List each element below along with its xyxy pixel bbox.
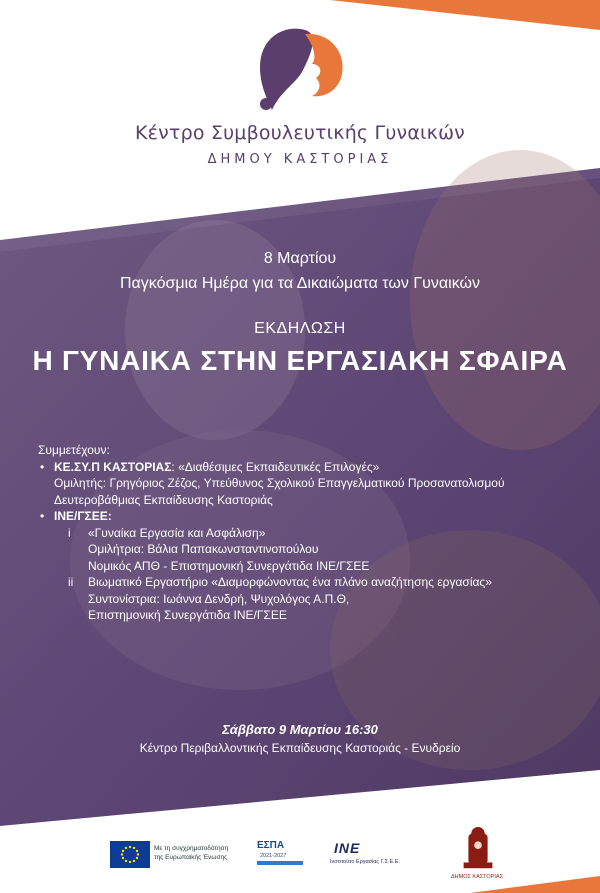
participant-2-org: ΙΝΕ/ΓΣΕΕ: xyxy=(54,509,112,523)
footer-logos xyxy=(0,810,600,893)
session-1-role: Νομικός ΑΠΘ - Επιστημονική Συνεργάτιδα ΙΝΕ/ΓΣΕΕ xyxy=(88,558,370,573)
org-subtitle: ΔΗΜΟΥ ΚΑΣΤΟΡΙΑΣ xyxy=(207,152,393,167)
espa-logo xyxy=(257,840,305,870)
participant-2 xyxy=(38,508,578,525)
program-list xyxy=(38,442,578,624)
ine-name: Ινστιτούτο Εργασίας Γ.Σ.Ε.Ε. xyxy=(330,859,400,865)
municipality-name: ΔΗΜΟΣ ΚΑΣΤΟΡΙΑΣ xyxy=(451,874,503,880)
espa-years: 2021-2027 xyxy=(260,853,287,859)
event-title: Η ΓΥΝΑΙΚΑ ΣΤΗΝ ΕΡΓΑΣΙΑΚΗ ΣΦΑΙΡΑ xyxy=(32,345,568,376)
event-datetime: Σάββατο 9 Μαρτίου 16:30 xyxy=(222,722,378,737)
session-2-speaker: Συντονίστρια: Ιωάννα Δενδρή, Ψυχολόγος Α.Π.Θ, xyxy=(88,591,350,606)
espa-bar xyxy=(257,861,303,865)
ine-logo xyxy=(330,840,410,870)
municipality-emblem-icon xyxy=(455,826,501,874)
eu-cofunding-text xyxy=(154,844,254,862)
event-venue: Κέντρο Περιβαλλοντικής Εκπαίδευσης Καστοριάς - Ενυδρείο xyxy=(139,741,461,755)
session-1-speaker: Ομιλήτρια: Βάλια Παπακωνσταντινοπούλου xyxy=(88,542,319,556)
session-2-number: ii xyxy=(68,575,74,589)
municipality-logo xyxy=(451,826,503,882)
event-day-name: Παγκόσμια Ημέρα για τα Δικαιώματα των Γυναικών xyxy=(119,275,480,292)
participant-1-speaker: Ομιλητής: Γρηγόριος Ζέζος, Υπεύθυνος Σχολικού Επαγγελματικού Προσανατολισμού xyxy=(54,476,505,490)
session-2 xyxy=(38,574,578,591)
eu-flag-icon xyxy=(110,841,150,868)
participant-1 xyxy=(38,459,578,476)
session-1 xyxy=(38,525,578,542)
espa-name: ΕΣΠΑ xyxy=(257,840,285,851)
eu-text-line-2: της Ευρωπαϊκής Ένωσης xyxy=(154,854,228,861)
ine-mark: ΙΝΕ xyxy=(334,840,361,856)
eu-text-line-1: Με τη συγχρηματοδότηση xyxy=(154,845,229,852)
event-date: 8 Μαρτίου xyxy=(263,250,337,267)
session-1-number: i xyxy=(68,525,71,540)
participant-1-speaker-cont: Δευτεροβάθμιας Εκπαίδευσης Καστοριάς xyxy=(54,492,273,507)
participant-1-topic: : «Διαθέσιμες Εκπαιδευτικές Επιλογές» xyxy=(171,459,380,474)
session-1-title: «Γυναίκα Εργασία και Ασφάλιση» xyxy=(88,525,266,540)
org-name: Κέντρο Συμβουλευτικής Γυναικών xyxy=(134,122,465,144)
program-intro: Συμμετέχουν: xyxy=(38,443,110,457)
logo-icon xyxy=(250,22,350,114)
event-label: ΕΚΔΗΛΩΣΗ xyxy=(254,320,346,337)
participant-1-org: ΚΕ.ΣΥ.Π ΚΑΣΤΟΡΙΑΣ xyxy=(54,459,172,474)
session-2-role: Επιστημονική Συνεργάτιδα ΙΝΕ/ΓΣΕΕ xyxy=(88,608,287,622)
session-2-title: Βιωματικό Εργαστήριο «Διαμορφώνοντας ένα πλάνο αναζήτησης εργασίας» xyxy=(88,575,492,589)
